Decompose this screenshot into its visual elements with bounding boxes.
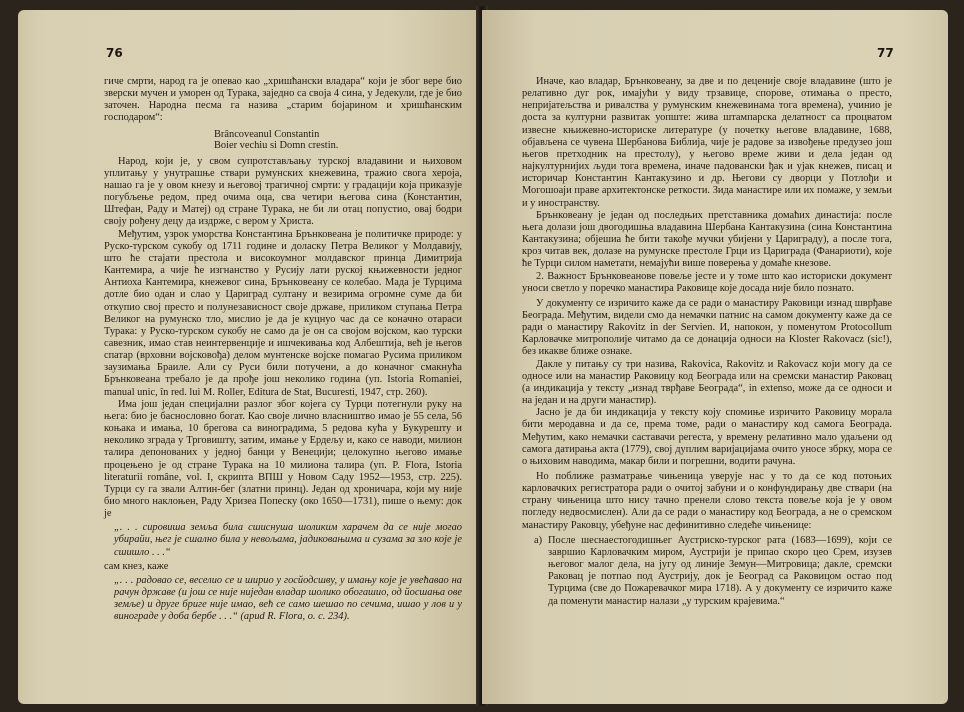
list-item-text: После шеснаестогодишњег Аустриско-турског рата (1683—1699), који се завршио Карловачким миром, Аустрији је припао скоро цео Срем, изузев његовог малог дела, на југу од линије Земун—Митровица; дакле, сремски Раковац је потпао под Аустрију, док је Београд са Раковицом остао под Турцима (све до Пожаревачког мира 1718). А у документу се изричито каже да поменути манастир налази „у турским крајевима.“ — [548, 534, 892, 607]
right_page-paragraph: У документу се изричито каже да се ради о манастиру Раковици изнад шврђаве Београда. Међутим, видели смо да немачки патнис на самом документу каже да се ради о манастиру Rakovitz in der Servien. И, напокон, у поменутом Protocollum Карловачке митрополије читамо да се донација односи на Kloster Rakovacz (sic!), без икакве ближе ознаке. — [522, 297, 892, 358]
left_page-paragraph: „. . . сировиша земља била сшиснуша шоликим харачем да се није могао убирайи, њег је сшално била у невољама, јадиковањима и сузама за злo које је сшишло . . .“ — [114, 522, 462, 558]
right-page-body — [522, 76, 892, 608]
fact-list — [522, 535, 892, 608]
left_page-paragraph: Brâncoveanul Constantin Boier vechiu si Domn crestin. — [214, 128, 339, 152]
right_page-paragraph: Но поближе размaтрање чињеница уверује нас у то да се код потоњих карловачких регистратора ради о очитој забуни и о конфундирању две ствари (на страну чињеница што нису тачно пренели слово текста повеље која је у овом погледу недвосмислен). Али да се ради о манастиру код Београда, а не о сремском манастиру Раковцу, убеђуне нас дефинитивно следеће чињенице: — [522, 471, 892, 531]
fact-list-item — [522, 535, 892, 608]
right_page-paragraph: Брънковеану је један од последњих претставника домаћих династија: после њега долази још двогодишња владавина Шербана Кантакузина (сина Константина Кантакузина; објешиа ће бити такође мучки убијени у Цариграду), а после тога, кроз читав век, долазе на румунске престоле Грци из Цариграда (Фанариоти), које ће Турци силом наметати, немајући више поверења у домаће кнезове. — [522, 209, 892, 270]
left_page-paragraph: Народ, који је, у свом супротстављању турској владавини и њиховом уплитању у унутрашње ствари румунских кнежевина, тражио свога хероја, нашао га је у овом кнезу и његовој трагичној смрти: у градацији која приказује погубљење редом, пред очима оца, сва четири његова сина (Константин, Штефан, Раду и Матеј) од стране Турака, не би ли отац попустио, овај бодри своју рођену децу да издрже, с вером у Христа. — [104, 155, 462, 228]
right_page-paragraph: Дакле у питању су три назива, Rakovica, Rakovitz и Rakovacz који могу да се односе или на манастир Раковицу код Београда или на сремски манастир Раковац (а индикација у тексту „изнад тврђаве Београда“, in extenso, може да се односи и на један и на други манастир). — [522, 358, 892, 407]
right_page-paragraph: Јасно је да би индикација у тексту коју спомиње изричито Раковицу морала бити меродавна и да се, према томе, ради о манастиру код самога Београда. Међутим, како немачки саставачи регеста, у времену релативно мало удаљени од самога датирања акта (1779), свој дуплим варијацијама очито уносе збрку, мора се о њиховим наводима, макар били и погрешни, водити рачуна. — [522, 407, 892, 467]
left_page-paragraph: Међутим, узрок уморства Константина Брънковеана је политичке природе: у Руско-турском сукобу од 1711 године и доласку Петра Великог у Молдавију, што ће стајати престола и високоумног молдавског принца Димитрија Кантемира, а чије ће изгнанство у Русију лати руској књижевности једног Антиоха Кантемира, кнежевог сина, Брънковеану се колебао. Мада је Турцима дотле био одан и слао у Цариград султану и везирима огромне суме да би откупио свој престо и полунезависност своје државе, приликом ступања Петра Великог на румунско тло, мислио је да је куцнуо час да се коначно отараси Турака: у Руско-турском сукобу не само да је он са својом војском, као турски савезник, имао став неинтервенције и ишчекивања код Албештија, већ је његов спатар (врховни војсковођа) делом мунтенске војске помагао Русима приликом заузимања Браиле. Али су Руси били потучени, а до коначног смакнућа Брънковеана требало је да прође још неколико година (уп. Istoria Romaniei, manual unic, în red. lui M. Roller, Editura de Stat, Bucuresti, 1947, стр. 260). — [104, 228, 462, 398]
left_page-paragraph: гиче смрти, народ га је опевао као „хришћански владара“ који је због вере био зверски мучен и уморен од Турака, заједно са своја 4 сина, у Једекули, где је био заточен. Народна песма га назива „старим бојарином и хришћанским господаром“: — [104, 76, 462, 124]
left-page — [18, 10, 480, 704]
right-page — [482, 10, 948, 704]
left-page-number: 76 — [106, 46, 123, 60]
left-page-body — [104, 76, 462, 626]
right_page-paragraph: 2. Важност Брънковеановe повеље јесте и у томе што као историски документ уноси светло у поречко манастира Раковице које досада није било познато. — [522, 270, 892, 294]
left_page-paragraph: сам кнез, каже — [104, 560, 169, 572]
left_page-paragraph: „. . . радовао се, веселио се и ширио у госйодсшву, у имању које је увећавао на рачун државе (и још се није ниједан владар шолико обогашио, од йосшања ове земље) и друге бриге није имао, већ се само шешао по сечима, ишао у лов и у винограде у доба бербе . . .“ (apud R. Flora, o. c. 234). — [114, 574, 462, 623]
right_page-paragraph: Иначе, као владар, Брънковеану, за две и по деценије своје владавине (што је релативно дуг рок, имајући у виду трзавице, споpове, отимања о престо, непријатељства и ривалства у румунским кнежевинама тога времена), учинио је доста за културни развитак уопште: жива штампарска делатност са процватом извесне књижевно-историске литературе (у почетку његове владавине, 1688, објављена се чувена Шербанова Библија, чије је радове за извођење предузео још његов претходник на престолу), у његово време живи и дела један од најкултурнијих људи тога времена, иначе падовански ђак и ујак кнежев, писац и историчар Константин Кантакузино и др. Његови су двoрци у Потлођи и Могошоаји праве архитектонске реткости. Зида манастире или их помаже, у земљи и у иностранству. — [522, 76, 892, 209]
left_page-paragraph: Има још један специјални разлог због којега су Турци потегнули руку на њега: био је баснословно богат. Као своје лично власништво имао је 55 села, 56 коњака и имања, 10 брегова са виноградима, 5 редова кућа у Букурешту и неколико зграда у Трговишту, затим, имање у Ердељу и, како се наводи, милион талира депонованих у једној банци у Венецији; целокупно његово имање процењено је од стране Турака на 10 милиона талира (уп. P. Flora, Istoria literaturii române, vol. I, скрипта ВПШ у Новом Саду 1952—1953, стр. 225). Турци су га звали Алтин-бег (златни принц). Један од хроничара, који му није био много наклоњен, Раду Хризеа Попеску (око 1650—1731), пише о њему: док је — [104, 398, 462, 520]
right-page-number: 77 — [877, 46, 894, 60]
list-marker: a) — [534, 534, 543, 546]
